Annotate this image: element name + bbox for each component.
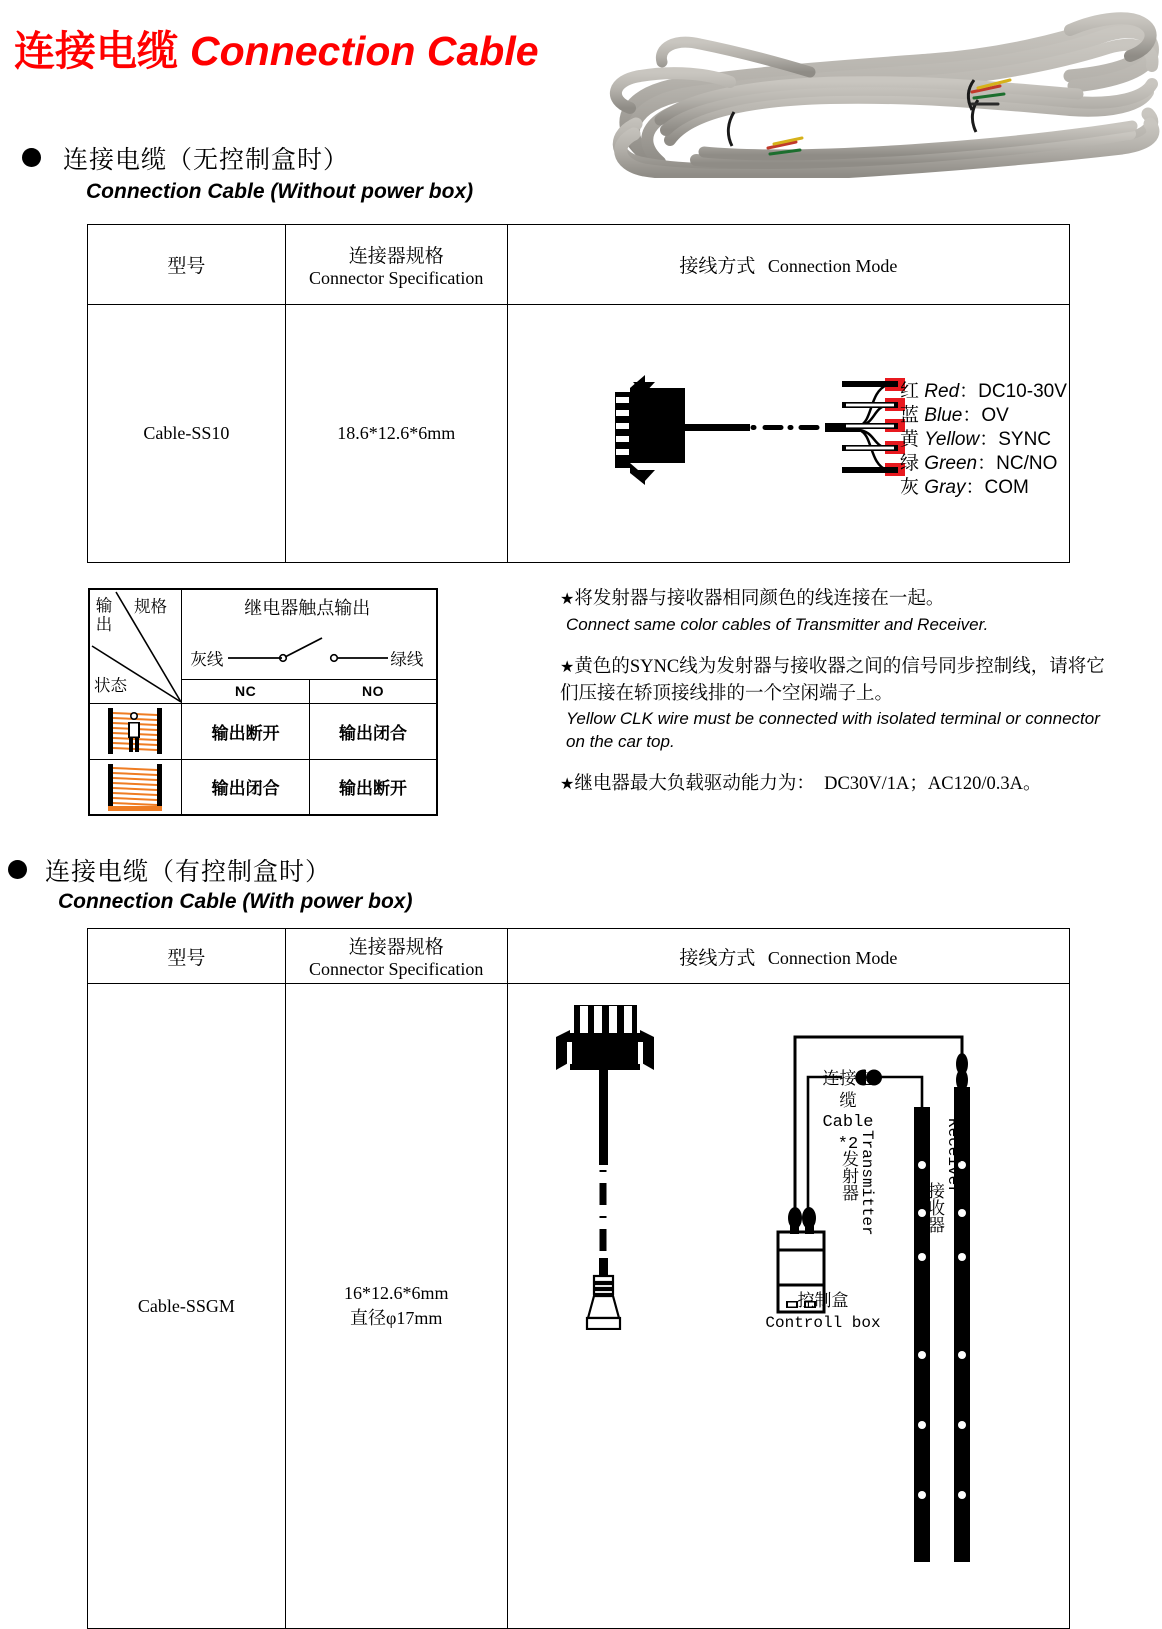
note-item xyxy=(560,771,1120,798)
beam-blocked-person-icon xyxy=(89,703,182,759)
section2-heading xyxy=(8,852,331,888)
relay-green-wire-label: 绿线 xyxy=(390,650,424,669)
page-title xyxy=(14,18,539,77)
controlbox-label xyxy=(758,1290,888,1334)
header-connector-spec: 连接器规格 Connector Specification xyxy=(285,225,507,305)
header-connector-spec: 连接器规格 Connector Specification xyxy=(285,929,507,984)
relay-corner-top-left: 输出 xyxy=(95,596,113,634)
controlbox-label-cn: 控制盒 xyxy=(797,1291,849,1310)
section1-heading xyxy=(22,140,349,176)
transmitter-label-cn: 发射器 xyxy=(839,1150,858,1201)
page-title-cn: 连接电缆 xyxy=(14,28,178,74)
section1-heading-cn: 连接电缆（无控制盒时） xyxy=(63,147,350,174)
controlbox-label-en: Controll box xyxy=(765,1314,881,1332)
cell-connector-spec: 18.6*12.6*6mm xyxy=(285,305,507,563)
wire-legend-item: 绿 Green：NC/NO xyxy=(900,453,1058,474)
note-item xyxy=(560,586,1120,636)
cable-label-qty: *2 xyxy=(837,1135,859,1154)
beam-clear-icon xyxy=(89,759,182,815)
note-cn: ★将发射器与接收器相同颜色的线连接在一起。 xyxy=(560,589,945,609)
wire-legend-item: 红 Red：DC10-30V xyxy=(900,381,1067,402)
relay-gray-wire-label: 灰线 xyxy=(190,650,224,669)
cell-model: Cable-SSGM xyxy=(88,984,286,1629)
transmitter-label-en-wrap xyxy=(858,1130,876,1280)
note-cn: ★继电器最大负载驱动能力为： DC30V/1A；AC120/0.3A。 xyxy=(560,774,1042,794)
header-model: 型号 xyxy=(88,929,286,984)
relay-title: 继电器触点输出 xyxy=(244,598,371,618)
relay-no-state-1: 输出闭合 xyxy=(309,703,437,759)
relay-no-state-2: 输出断开 xyxy=(309,759,437,815)
cable-label-cn-1: 连接电 xyxy=(822,1069,874,1088)
header-connection-mode: 接线方式 Connection Mode xyxy=(507,225,1069,305)
receiver-label-en-wrap xyxy=(944,1118,962,1273)
wire-legend-item: 灰 Gray：COM xyxy=(900,477,1029,498)
receiver-label-en: Receiver xyxy=(944,1118,962,1195)
header-connection-mode: 接线方式 Connection Mode xyxy=(507,929,1069,984)
cable-label-cn-2: 缆 xyxy=(839,1091,857,1110)
receiver-label-cn: 接收器 xyxy=(925,1182,944,1233)
connector-spec-line1: 16*12.6*6mm xyxy=(343,1282,449,1303)
section2-heading-en: Connection Cable (With power box) xyxy=(58,890,413,913)
relay-nc-state-2: 输出闭合 xyxy=(182,759,310,815)
wire-legend-item: 蓝 Blue：OV xyxy=(900,405,1009,426)
relay-data-row xyxy=(89,703,437,759)
note-cn: ★黄色的SYNC线为发射器与接收器之间的信号同步控制线，请将它们压接在轿顶接线排的一个空闲端子上。 xyxy=(560,657,1105,704)
coiled-gray-cable-photo xyxy=(600,0,1162,178)
cell-model: Cable-SS10 xyxy=(88,305,286,563)
relay-header-row xyxy=(89,589,437,679)
bullet-icon xyxy=(8,860,27,879)
relay-contact-output-header xyxy=(182,589,437,679)
relay-col-nc: NC xyxy=(182,679,310,703)
relay-nc-state-1: 输出断开 xyxy=(182,703,310,759)
note-en: Connect same color cables of Transmitter and Receiver. xyxy=(566,615,989,634)
relay-data-row xyxy=(89,759,437,815)
cable-label-en: Cable xyxy=(822,1113,874,1132)
relay-corner-header xyxy=(89,589,182,703)
connector-plug-diagram xyxy=(528,1000,658,1330)
section1-heading-en: Connection Cable (Without power box) xyxy=(86,180,474,203)
header-model: 型号 xyxy=(88,225,286,305)
table-header-row xyxy=(88,929,1070,984)
note-en: Yellow CLK wire must be connected with isolated terminal or connector on the car top. xyxy=(566,709,1100,751)
note-item xyxy=(560,654,1120,753)
wire-legend-item: 黄 Yellow：SYNC xyxy=(900,429,1052,450)
relay-col-no: NO xyxy=(309,679,437,703)
cell-connector-spec xyxy=(285,984,507,1629)
page-title-en: Connection Cable xyxy=(190,28,539,74)
notes-list xyxy=(560,586,1120,816)
wire-legend-list xyxy=(900,376,1067,496)
system-wiring-schematic xyxy=(762,985,1002,1565)
connector-spec-line2: 直径φ17mm xyxy=(350,1307,443,1328)
transmitter-label-en: Transmitter xyxy=(858,1130,876,1236)
table-header-row xyxy=(88,225,1070,305)
relay-output-state-table xyxy=(88,588,438,816)
section2-heading-cn: 连接电缆（有控制盒时） xyxy=(45,859,332,886)
relay-corner-top-right: 规格 xyxy=(134,597,167,616)
bullet-icon xyxy=(22,148,41,167)
relay-corner-bottom-left: 状态 xyxy=(94,676,127,695)
